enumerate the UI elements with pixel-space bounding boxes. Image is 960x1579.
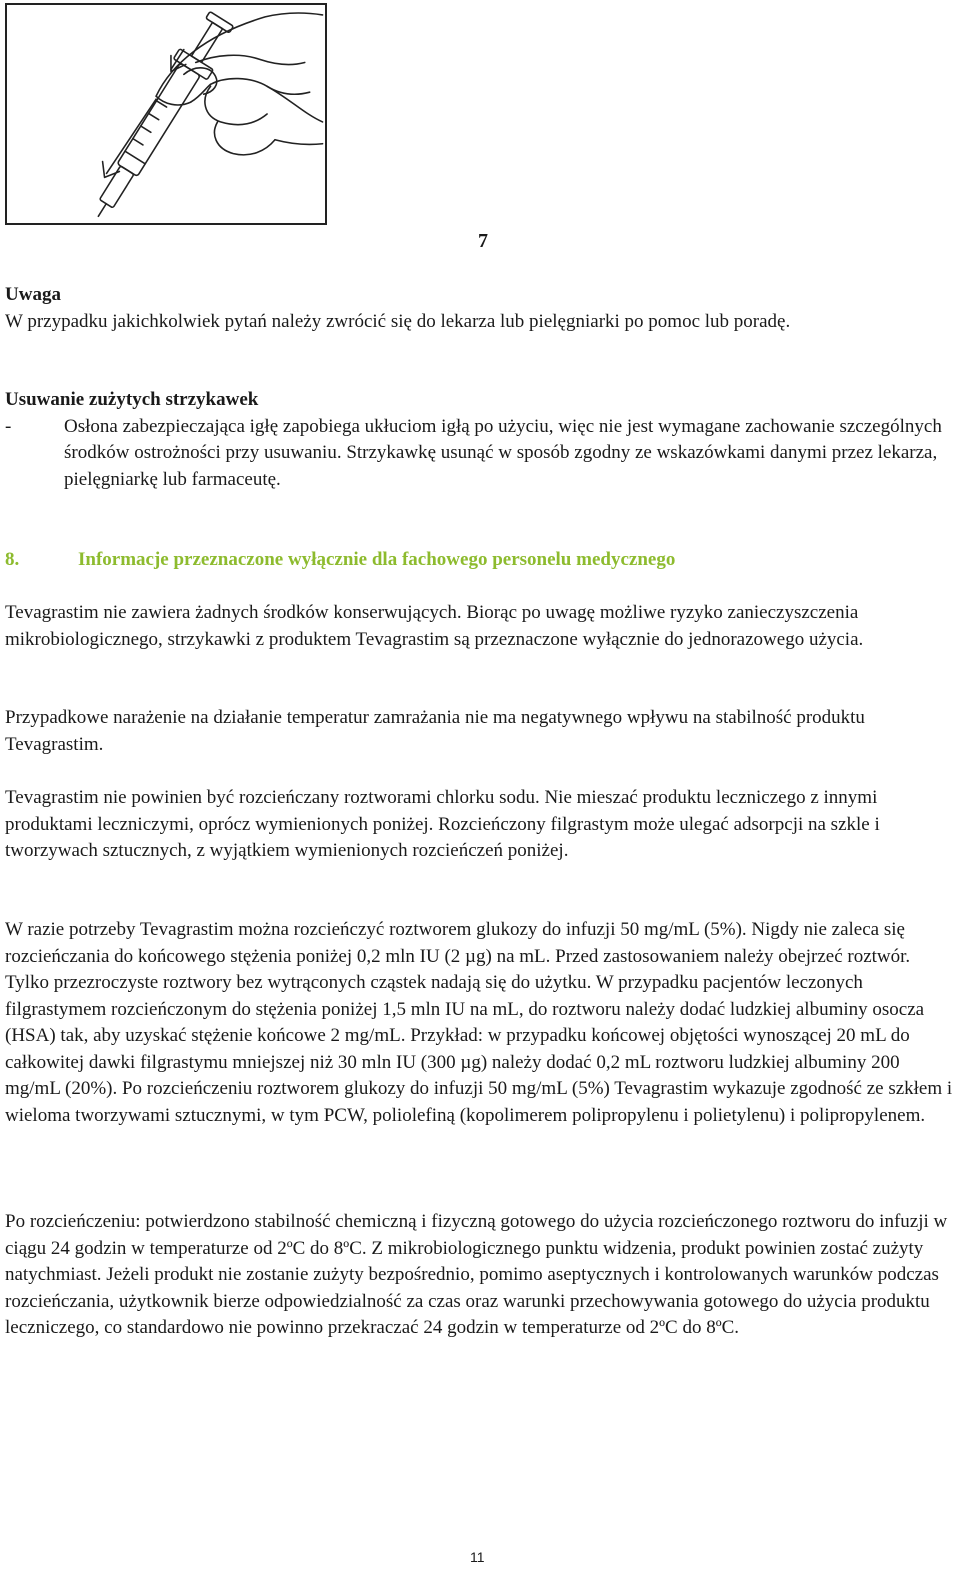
paragraph-2-text: Przypadkowe narażenie na działanie temperatur zamrażania nie ma negatywnego wpływu na stabilność produktu Tevagrastim. (5, 707, 865, 755)
uwaga-section (5, 282, 955, 335)
paragraph-5 (5, 1209, 955, 1342)
paragraph-1-text: Tevagrastim nie zawiera żadnych środków konserwujących. Biorąc po uwagę możliwe ryzyko zanieczyszczenia mikrobiologicznego, strzykawki z produktem Tevagrastim są przeznaczone wyłącznie do jednorazowego użycia. (5, 602, 864, 650)
paragraph-1 (5, 600, 955, 653)
paragraph-4 (5, 917, 955, 1129)
syringe-figure (5, 3, 327, 225)
disposal-list-item (5, 414, 955, 494)
uwaga-body: W przypadku jakichkolwiek pytań należy zwrócić się do lekarza lub pielęgniarki po pomoc lub poradę. (5, 310, 791, 332)
list-dash: - (5, 415, 12, 437)
paragraph-3-text: Tevagrastim nie powinien być rozcieńczany roztworami chlorku sodu. Nie mieszać produktu leczniczego z innymi produktami leczniczymi, oprócz wymienionych poniżej. Rozcieńczony filgrastym może ulegać adsorpcji na szkle i tworzywach sztucznych, z wyjątkiem wymienionych rozcieńczeń poniżej. (5, 787, 880, 861)
uwaga-title: Uwaga (5, 284, 61, 305)
section-8-heading (5, 547, 955, 574)
disposal-title: Usuwanie zużytych strzykawek (5, 389, 259, 410)
paragraph-2 (5, 705, 955, 758)
disposal-section (5, 387, 955, 493)
figure-number: 7 (478, 230, 488, 252)
page-number: 11 (470, 1549, 485, 1565)
section-8-number: 8. (5, 549, 20, 570)
section-8-title: Informacje przeznaczone wyłącznie dla fachowego personelu medycznego (78, 549, 676, 570)
paragraph-4-text: W razie potrzeby Tevagrastim można rozcieńczyć roztworem glukozy do infuzji 50 mg/mL (5%). Nigdy nie zaleca się rozcieńczania do końcowego stężenia poniżej 0,2 mln IU (2 µg) na mL. Przed zastosowaniem należy obejrzeć roztwór. Tylko przezroczyste roztwory bez wytrąconych cząstek nadają się do użytku. W przypadku pacjentów leczonych filgrastymem rozcieńczonym do stężenia poniżej 1,5 mln IU na mL, do roztworu należy dodać ludzkiej albuminy osocza (HSA) tak, aby uzyskać stężenie końcowe 2 mg/mL. Przykład: w przypadku końcowej objętości wynoszącej 20 mL do całkowitej dawki filgrastymu mniejszej niż 30 mln IU (300 µg) należy dodać 0,2 mL roztworu ludzkiej albuminy 200 mg/mL (20%). Po rozcieńczeniu roztworem glukozy do infuzji 50 mg/mL (5%) Tevagrastim wykazuje zgodność ze szkłem i wieloma tworzywami sztucznymi, w tym PCW, poliolefiną (kopolimerem polipropylenu i polietylenu) i polipropylenem. (5, 919, 953, 1126)
paragraph-3 (5, 785, 955, 865)
disposal-item-text: Osłona zabezpieczająca igłę zapobiega ukłuciom igłą po użyciu, więc nie jest wymagane zachowanie szczególnych środków ostrożności przy usuwaniu. Strzykawkę usunąć w sposób zgodny ze wskazówkami danymi przez lekarza, pielęgniarkę lub farmaceutę. (64, 415, 942, 490)
syringe-with-needle-guard-illustration-icon (7, 5, 325, 223)
paragraph-5-text: Po rozcieńczeniu: potwierdzono stabilność chemiczną i fizyczną gotowego do użycia rozcieńczonego roztworu do infuzji w ciągu 24 godzin w temperaturze od 2ºC do 8ºC. Z mikrobiologicznego punktu widzenia, produkt powinien zostać zużyty natychmiast. Jeżeli produkt nie zostanie zużyty bezpośrednio, pomimo aseptycznych i kontrolowanych warunków podczas rozcieńczania, użytkownik bierze odpowiedzialność za czas oraz warunki przechowywania gotowego do użycia produktu leczniczego, co standardowo nie powinno przekraczać 24 godzin w temperaturze od 2ºC do 8ºC. (5, 1211, 948, 1338)
